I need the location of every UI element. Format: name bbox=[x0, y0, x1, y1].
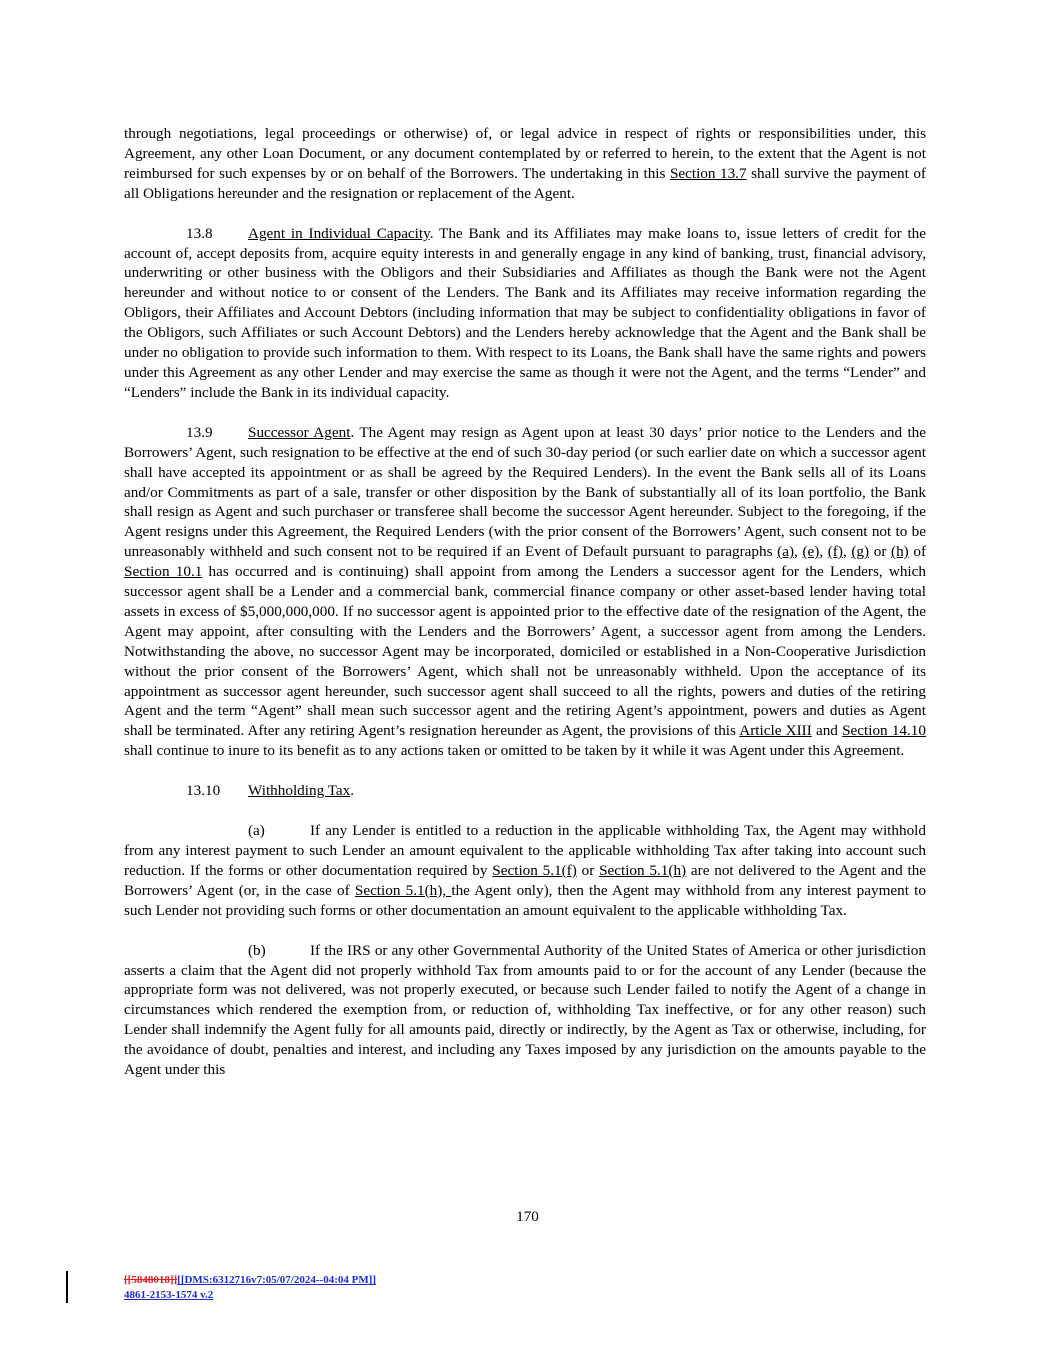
section-5-1-h-ref: Section 5.1(h), bbox=[354, 881, 452, 899]
document-footer bbox=[124, 1273, 376, 1303]
page-number: 170 bbox=[516, 1208, 539, 1225]
clause-label: (a) bbox=[248, 822, 265, 840]
paragraph-continuation: through negotiations, legal proceedings or otherwise) of, or legal advice in respect of rights or responsibilities under, this Agreement, any other Loan Document, or any document contemplated by or referred to herein, to the extent that the Agent is not reimbursed for such expenses by or on behalf of the Borrowers. The undertaking in this Section 13.7 shall survive the payment of all Obligations hereunder and the resignation or replacement of the Agent. bbox=[124, 125, 926, 202]
section-13-10-heading: 13.10 Withholding Tax. bbox=[186, 782, 355, 800]
paragraph-ref: (e) bbox=[802, 543, 820, 561]
section-13-9: 13.9 Successor Agent. The Agent may resign as Agent upon at least 30 days’ prior notice to the Lenders and the Borrowers’ Agent, such resignation to be effective at the end of such 30-day period (or such earlier date on which a successor agent shall have accepted its appointment or as shall be agreed by the Required Lenders). In the event the Bank sells all of its Loans and/or Commitments as part of a sale, transfer or other disposition by the Bank of substantially all of its loan portfolio, the Bank shall resign as Agent and such purchaser or transferee shall become the successor Agent hereunder. Subject to the foregoing, if the Agent resigns under this Agreement, the Required Lenders (with the prior consent of the Borrowers’ Agent, such consent not to be unreasonably withheld and such consent not to be required if an Event of Default pursuant to paragraphs (a), (e), (f), (g) or (h) of Section 10.1 has occurred and is continuing) shall appoint from among the Lenders a successor agent for the Lenders, which successor agent shall be a Lender and a commercial bank, commercial finance company or other asset-based lender having total assets in excess of $5,000,000,000. If no successor agent is appointed prior to the effective date of the resignation of the Agent, the Agent may appoint, after consulting with the Lenders and the Borrowers’ Agent, a successor agent from among the Lenders. Notwithstanding the above, no successor Agent may be incorporated, domiciled or established in a Non-Cooperative Jurisdiction without the prior consent of the Borrowers’ Agent, which shall not be unreasonably withheld. Upon the acceptance of its appointment as successor agent hereunder, such successor agent shall succeed to all the rights, powers and duties of the retiring Agent and the term “Agent” shall mean such successor agent and the retiring Agent’s appointment, powers and duties as Agent shall be terminated. After any retiring Agent’s resignation hereunder as Agent, the provisions of this Article XIII and Section 14.10 shall continue to inure to its benefit as to any actions taken or omitted to be taken by it while it was Agent under this Agreement. bbox=[124, 423, 927, 760]
paragraph-ref: (g) bbox=[851, 543, 870, 561]
section-10-1-ref: Section 10.1 bbox=[124, 563, 203, 581]
clause-label: (b) bbox=[248, 941, 266, 959]
inserted-doc-ref: [[DMS:6312716v7:05/07/2024--04:04 PM]] bbox=[177, 1274, 377, 1286]
paragraph-ref: (a) bbox=[777, 543, 795, 561]
document-body bbox=[124, 124, 926, 1080]
section-5-1-h-ref: Section 5.1(h) bbox=[599, 861, 687, 879]
paragraph-ref: (f) bbox=[827, 543, 843, 561]
doc-id: 4861-2153-1574 v.2 bbox=[124, 1289, 214, 1301]
section-13-10-b: (b) If the IRS or any other Governmental Authority of the United States of America or other jurisdiction asserts a claim that the Agent did not properly withhold Tax from amounts paid to or for the account of any Lender (because the appropriate form was not delivered, was not properly executed, or because such Lender failed to notify the Agent of a change in circumstances which rendered the exemption from, or reduction of, withholding Tax ineffective, or for any other reason) such Lender shall indemnify the Agent fully for all amounts paid, directly or indirectly, by the Agent as Tax or otherwise, including, for the avoidance of doubt, penalties and interest, and including any Taxes imposed by any jurisdiction on the amounts payable to the Agent under this bbox=[124, 941, 926, 1079]
article-xiii-ref: Article XIII bbox=[739, 722, 812, 740]
deleted-doc-ref: [[5848018]] bbox=[124, 1274, 178, 1286]
change-bar bbox=[66, 1271, 68, 1303]
section-13-10-a: (a) If any Lender is entitled to a reduction in the applicable withholding Tax, the Agent may withhold from any interest payment to such Lender an amount equivalent to the applicable withholding Tax after taking into account such reduction. If the forms or other documentation required by Section 5.1(f) or Section 5.1(h) are not delivered to the Agent and the Borrowers’ Agent (or, in the case of Section 5.1(h), the Agent only), then the Agent may withhold from any interest payment to such Lender not providing such forms or other documentation an amount equivalent to the applicable withholding Tax. bbox=[124, 822, 927, 919]
section-number: 13.8 bbox=[186, 224, 213, 242]
section-13-8: 13.8 Agent in Individual Capacity. The Bank and its Affiliates may make loans to, issue letters of credit for the account of, accept deposits from, acquire equity interests in and generally engage in any kind of banking, trust, financial advisory, underwriting or other business with the Obligors and their Subsidiaries and Affiliates as though the Bank were not the Agent hereunder and without notice to or consent of the Lenders. The Bank and its Affiliates may receive information regarding the Obligors, their Affiliates and Account Debtors (including information that may be subject to confidentiality obligations in favor of the Obligors, such Affiliates or such Account Debtors) and the Lenders hereby acknowledge that the Agent and the Bank shall be under no obligation to provide such information to them. With respect to its Loans, the Bank shall have the same rights and powers under this Agreement as any other Lender and may exercise the same as though it were not the Agent, and the terms “Lender” and “Lenders” include the Bank in its individual capacity. bbox=[124, 224, 926, 401]
section-title: Successor Agent bbox=[248, 423, 351, 441]
section-number: 13.10 bbox=[186, 782, 221, 800]
section-number: 13.9 bbox=[186, 423, 213, 441]
section-title: Agent in Individual Capacity bbox=[248, 224, 430, 242]
section-5-1-f-ref: Section 5.1(f) bbox=[492, 861, 577, 879]
section-title: Withholding Tax bbox=[248, 782, 351, 800]
paragraph-ref: (h) bbox=[891, 543, 909, 561]
section-14-10-ref: Section 14.10 bbox=[842, 722, 926, 740]
section-13-7-ref: Section 13.7 bbox=[669, 164, 747, 182]
